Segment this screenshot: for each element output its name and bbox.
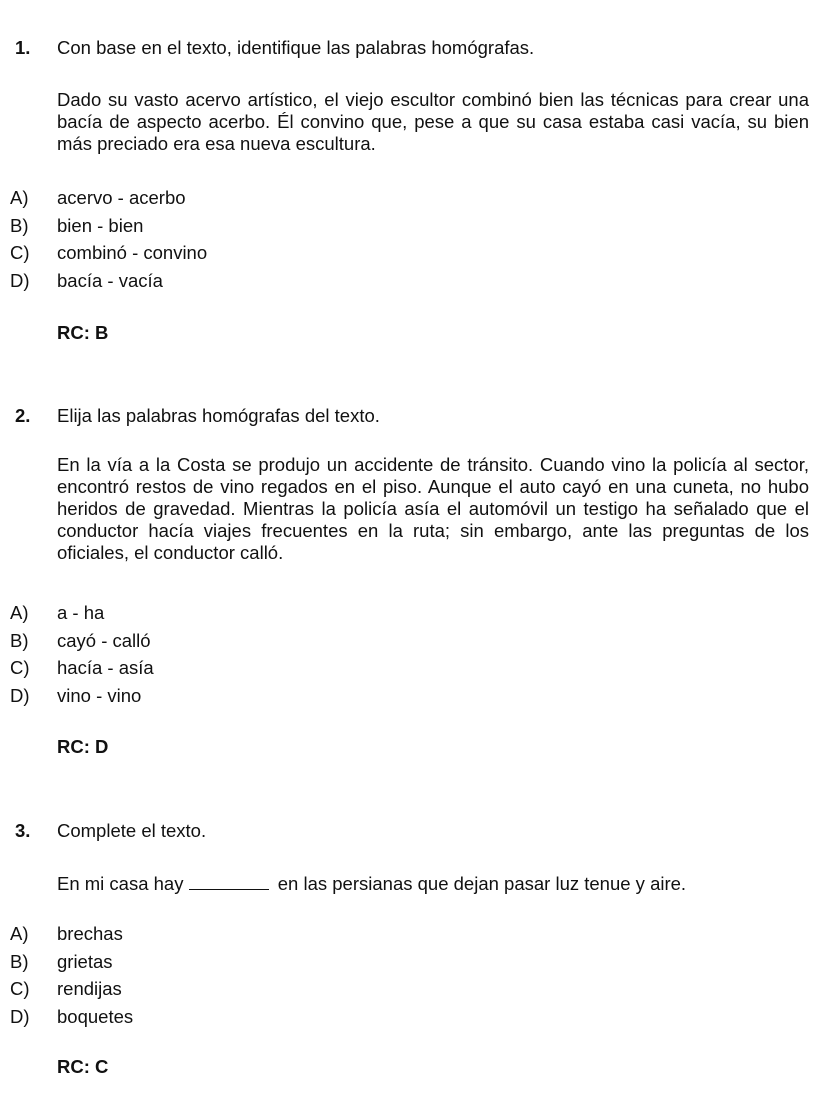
option-text: brechas (57, 923, 123, 944)
option-text: cayó - calló (57, 629, 151, 651)
option-letter: B) (10, 950, 29, 972)
question-number: 2. (15, 405, 31, 426)
question-number: 3. (15, 820, 31, 841)
sentence-start: En mi casa hay (57, 873, 184, 894)
option-text: bien - bien (57, 214, 144, 236)
option-c (0, 242, 820, 270)
option-text: boquetes (57, 1005, 134, 1027)
option-c (0, 978, 820, 1006)
option-text: combinó - convino (57, 242, 208, 263)
option-letter: A) (10, 923, 29, 944)
option-b (0, 951, 820, 979)
question-header (0, 820, 820, 844)
option-b (0, 630, 820, 658)
option-d (0, 270, 820, 298)
option-letter: B) (10, 629, 29, 651)
question-passage: En la vía a la Costa se produjo un accidente de tránsito. Cuando vino la policía al sector, encontró restos de vino regados en el piso. Aunque el auto cayó en una cuneta, no hubo heridos de gravedad. Mientras la policía asía el automóvil un testigo ha señalado que el conductor hacía viajes frecuentes en la ruta; sin embargo, ante las preguntas de los oficiales, el conductor calló. (57, 454, 809, 563)
option-b (0, 215, 820, 243)
answer-key: RC: C (57, 1056, 109, 1077)
option-c (0, 657, 820, 685)
answer-options (0, 602, 820, 712)
fill-in-sentence (57, 872, 686, 895)
question-header (0, 37, 820, 61)
option-letter: C) (10, 978, 30, 999)
option-text: acervo - acerbo (57, 187, 186, 208)
option-letter: C) (10, 657, 30, 678)
answer-options (0, 187, 820, 297)
answer-key: RC: D (57, 736, 109, 757)
option-text: vino - vino (57, 684, 142, 706)
option-letter: D) (10, 1005, 30, 1027)
option-text: hacía - asía (57, 657, 154, 678)
option-d (0, 685, 820, 713)
option-text: bacía - vacía (57, 269, 163, 291)
option-text: rendijas (57, 978, 122, 999)
option-letter: C) (10, 242, 30, 263)
option-a (0, 187, 820, 215)
option-a (0, 923, 820, 951)
option-letter: B) (10, 214, 29, 236)
option-letter: A) (10, 187, 29, 208)
question-prompt: Con base en el texto, identifique las palabras homógrafas. (57, 37, 535, 58)
question-prompt: Elija las palabras homógrafas del texto. (57, 405, 380, 426)
question-passage: Dado su vasto acervo artístico, el viejo escultor combinó bien las técnicas para crear una bacía de aspecto acerbo. Él convino que, pese a que su casa estaba casi vacía, su bien más preciado era esa nueva escultura. (57, 89, 809, 154)
option-letter: D) (10, 684, 30, 706)
answer-key: RC: B (57, 322, 109, 343)
answer-options (0, 923, 820, 1033)
option-a (0, 602, 820, 630)
answer-blank (189, 872, 269, 890)
question-prompt: Complete el texto. (57, 820, 207, 841)
sentence-end: en las persianas que dejan pasar luz tenue y aire. (277, 873, 687, 894)
option-text: a - ha (57, 602, 105, 623)
option-letter: D) (10, 269, 30, 291)
option-text: grietas (57, 950, 113, 972)
question-number: 1. (15, 37, 31, 58)
question-header (0, 405, 820, 429)
option-d (0, 1006, 820, 1034)
option-letter: A) (10, 602, 29, 623)
